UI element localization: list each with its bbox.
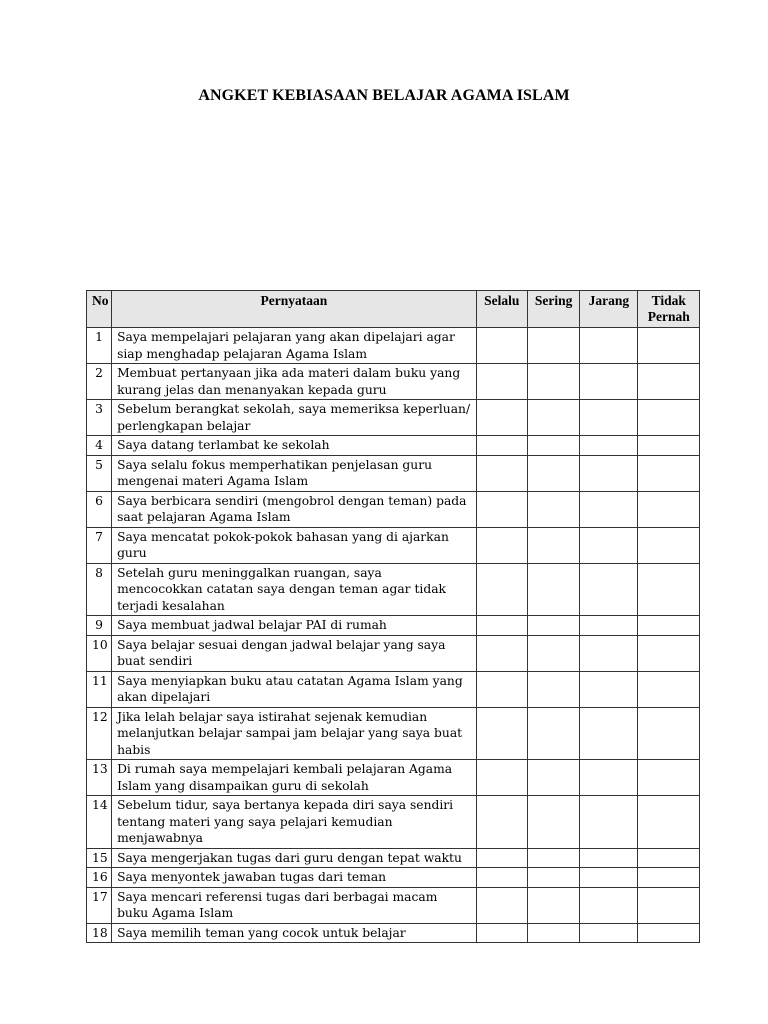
- answer-cell-tidak-pernah[interactable]: [638, 563, 700, 616]
- answer-cell-jarang[interactable]: [580, 760, 638, 796]
- table-row: [87, 616, 700, 636]
- answer-cell-sering[interactable]: [527, 868, 579, 888]
- row-number: 9: [87, 616, 112, 636]
- table-row: [87, 563, 700, 616]
- answer-cell-tidak-pernah[interactable]: [638, 671, 700, 707]
- statement-text: Saya menyontek jawaban tugas dari teman: [112, 868, 477, 888]
- answer-cell-sering[interactable]: [527, 491, 579, 527]
- answer-cell-jarang[interactable]: [580, 328, 638, 364]
- table-row: [87, 707, 700, 760]
- table-row: [87, 868, 700, 888]
- answer-cell-selalu[interactable]: [476, 923, 527, 943]
- answer-cell-tidak-pernah[interactable]: [638, 887, 700, 923]
- answer-cell-sering[interactable]: [527, 887, 579, 923]
- answer-cell-tidak-pernah[interactable]: [638, 436, 700, 456]
- answer-cell-jarang[interactable]: [580, 923, 638, 943]
- answer-cell-tidak-pernah[interactable]: [638, 635, 700, 671]
- statement-text: Saya belajar sesuai dengan jadwal belajar yang saya buat sendiri: [112, 635, 477, 671]
- answer-cell-tidak-pernah[interactable]: [638, 796, 700, 849]
- answer-cell-selalu[interactable]: [476, 436, 527, 456]
- statement-text: Saya mempelajari pelajaran yang akan dipelajari agar siap menghadap pelajaran Agama Islam: [112, 328, 477, 364]
- answer-cell-sering[interactable]: [527, 616, 579, 636]
- answer-cell-selalu[interactable]: [476, 527, 527, 563]
- answer-cell-jarang[interactable]: [580, 491, 638, 527]
- answer-cell-jarang[interactable]: [580, 796, 638, 849]
- header-sering: Sering: [527, 291, 579, 328]
- table-row: [87, 400, 700, 436]
- table-row: [87, 491, 700, 527]
- row-number: 12: [87, 707, 112, 760]
- table-row: [87, 635, 700, 671]
- answer-cell-tidak-pernah[interactable]: [638, 400, 700, 436]
- answer-cell-selalu[interactable]: [476, 635, 527, 671]
- answer-cell-selalu[interactable]: [476, 364, 527, 400]
- answer-cell-sering[interactable]: [527, 796, 579, 849]
- answer-cell-tidak-pernah[interactable]: [638, 364, 700, 400]
- row-number: 15: [87, 848, 112, 868]
- statement-text: Saya datang terlambat ke sekolah: [112, 436, 477, 456]
- row-number: 14: [87, 796, 112, 849]
- header-selalu: Selalu: [476, 291, 527, 328]
- answer-cell-selalu[interactable]: [476, 848, 527, 868]
- answer-cell-jarang[interactable]: [580, 364, 638, 400]
- table-row: [87, 328, 700, 364]
- header-tidak-pernah: Tidak Pernah: [638, 291, 700, 328]
- statement-text: Sebelum berangkat sekolah, saya memeriksa keperluan/ perlengkapan belajar: [112, 400, 477, 436]
- answer-cell-jarang[interactable]: [580, 436, 638, 456]
- statement-text: Jika lelah belajar saya istirahat sejenak kemudian melanjutkan belajar sampai jam belajar yang saya buat habis: [112, 707, 477, 760]
- answer-cell-selalu[interactable]: [476, 400, 527, 436]
- header-statement: Pernyataan: [112, 291, 477, 328]
- answer-cell-jarang[interactable]: [580, 868, 638, 888]
- row-number: 3: [87, 400, 112, 436]
- answer-cell-sering[interactable]: [527, 923, 579, 943]
- document-title: ANGKET KEBIASAAN BELAJAR AGAMA ISLAM: [198, 87, 570, 104]
- row-number: 8: [87, 563, 112, 616]
- row-number: 5: [87, 455, 112, 491]
- answer-cell-sering[interactable]: [527, 436, 579, 456]
- answer-cell-sering[interactable]: [527, 563, 579, 616]
- answer-cell-selalu[interactable]: [476, 868, 527, 888]
- row-number: 13: [87, 760, 112, 796]
- table-row: [87, 760, 700, 796]
- answer-cell-sering[interactable]: [527, 364, 579, 400]
- row-number: 6: [87, 491, 112, 527]
- answer-cell-jarang[interactable]: [580, 616, 638, 636]
- answer-cell-jarang[interactable]: [580, 635, 638, 671]
- answer-cell-sering[interactable]: [527, 635, 579, 671]
- answer-cell-tidak-pernah[interactable]: [638, 616, 700, 636]
- answer-cell-jarang[interactable]: [580, 671, 638, 707]
- statement-text: Setelah guru meninggalkan ruangan, saya mencocokkan catatan saya dengan teman agar tidak terjadi kesalahan: [112, 563, 477, 616]
- answer-cell-selalu[interactable]: [476, 671, 527, 707]
- table-row: [87, 527, 700, 563]
- table-header-row: [87, 291, 700, 328]
- statement-text: Membuat pertanyaan jika ada materi dalam buku yang kurang jelas dan menanyakan kepada guru: [112, 364, 477, 400]
- answer-cell-tidak-pernah[interactable]: [638, 760, 700, 796]
- answer-cell-jarang[interactable]: [580, 563, 638, 616]
- answer-cell-jarang[interactable]: [580, 848, 638, 868]
- answer-cell-tidak-pernah[interactable]: [638, 328, 700, 364]
- row-number: 17: [87, 887, 112, 923]
- answer-cell-selalu[interactable]: [476, 328, 527, 364]
- answer-cell-tidak-pernah[interactable]: [638, 923, 700, 943]
- answer-cell-sering[interactable]: [527, 400, 579, 436]
- statement-text: Saya berbicara sendiri (mengobrol dengan teman) pada saat pelajaran Agama Islam: [112, 491, 477, 527]
- answer-cell-sering[interactable]: [527, 707, 579, 760]
- answer-cell-selalu[interactable]: [476, 760, 527, 796]
- row-number: 18: [87, 923, 112, 943]
- survey-body: [87, 328, 700, 943]
- table-row: [87, 455, 700, 491]
- statement-text: Saya mencatat pokok-pokok bahasan yang di ajarkan guru: [112, 527, 477, 563]
- answer-cell-jarang[interactable]: [580, 707, 638, 760]
- answer-cell-jarang[interactable]: [580, 400, 638, 436]
- answer-cell-sering[interactable]: [527, 527, 579, 563]
- table-row: [87, 436, 700, 456]
- answer-cell-sering[interactable]: [527, 671, 579, 707]
- statement-text: Saya menyiapkan buku atau catatan Agama Islam yang akan dipelajari: [112, 671, 477, 707]
- header-jarang: Jarang: [580, 291, 638, 328]
- answer-cell-selalu[interactable]: [476, 563, 527, 616]
- table-row: [87, 887, 700, 923]
- table-row: [87, 796, 700, 849]
- statement-text: Di rumah saya mempelajari kembali pelajaran Agama Islam yang disampaikan guru di sekolah: [112, 760, 477, 796]
- row-number: 1: [87, 328, 112, 364]
- answer-cell-selalu[interactable]: [476, 491, 527, 527]
- answer-cell-sering[interactable]: [527, 328, 579, 364]
- answer-cell-sering[interactable]: [527, 760, 579, 796]
- row-number: 2: [87, 364, 112, 400]
- answer-cell-sering[interactable]: [527, 848, 579, 868]
- row-number: 16: [87, 868, 112, 888]
- statement-text: Saya mengerjakan tugas dari guru dengan tepat waktu: [112, 848, 477, 868]
- answer-cell-jarang[interactable]: [580, 455, 638, 491]
- answer-cell-tidak-pernah[interactable]: [638, 491, 700, 527]
- statement-text: Saya memilih teman yang cocok untuk belajar: [112, 923, 477, 943]
- answer-cell-tidak-pernah[interactable]: [638, 868, 700, 888]
- answer-cell-selalu[interactable]: [476, 707, 527, 760]
- answer-cell-jarang[interactable]: [580, 887, 638, 923]
- answer-cell-tidak-pernah[interactable]: [638, 455, 700, 491]
- answer-cell-selalu[interactable]: [476, 796, 527, 849]
- statement-text: Saya selalu fokus memperhatikan penjelasan guru mengenai materi Agama Islam: [112, 455, 477, 491]
- statement-text: Sebelum tidur, saya bertanya kepada diri saya sendiri tentang materi yang saya pelajari kemudian menjawabnya: [112, 796, 477, 849]
- answer-cell-sering[interactable]: [527, 455, 579, 491]
- answer-cell-selalu[interactable]: [476, 887, 527, 923]
- header-no: No: [87, 291, 112, 328]
- statement-text: Saya mencari referensi tugas dari berbagai macam buku Agama Islam: [112, 887, 477, 923]
- table-row: [87, 364, 700, 400]
- survey-table: [86, 290, 700, 943]
- answer-cell-tidak-pernah[interactable]: [638, 707, 700, 760]
- table-row: [87, 923, 700, 943]
- row-number: 7: [87, 527, 112, 563]
- row-number: 10: [87, 635, 112, 671]
- table-row: [87, 848, 700, 868]
- answer-cell-selalu[interactable]: [476, 616, 527, 636]
- answer-cell-jarang[interactable]: [580, 527, 638, 563]
- row-number: 4: [87, 436, 112, 456]
- answer-cell-selalu[interactable]: [476, 455, 527, 491]
- table-row: [87, 671, 700, 707]
- answer-cell-tidak-pernah[interactable]: [638, 527, 700, 563]
- answer-cell-tidak-pernah[interactable]: [638, 848, 700, 868]
- statement-text: Saya membuat jadwal belajar PAI di rumah: [112, 616, 477, 636]
- row-number: 11: [87, 671, 112, 707]
